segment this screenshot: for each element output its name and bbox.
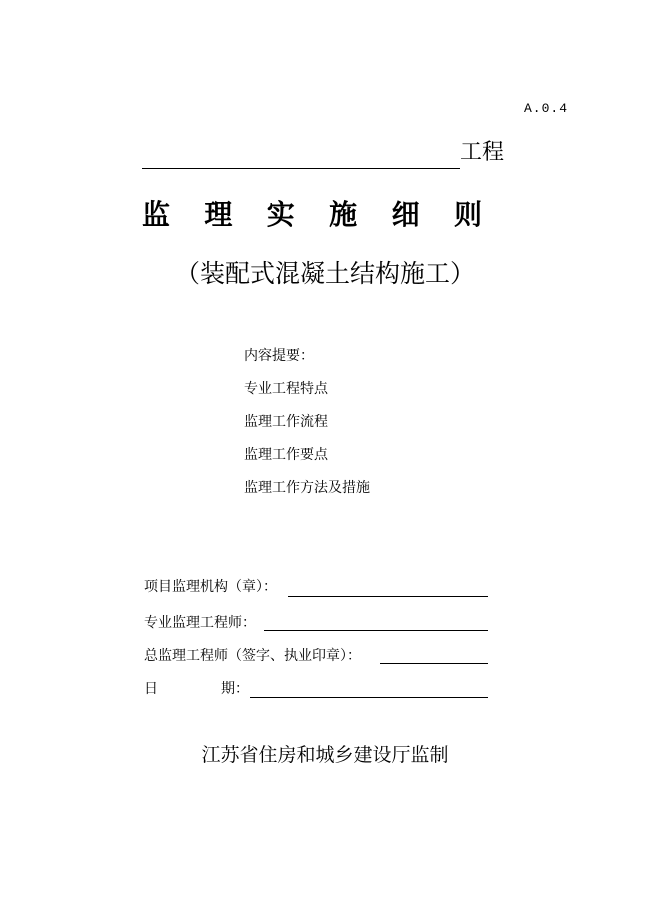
chief-label: 总监理工程师（签字、执业印章）：: [144, 648, 361, 664]
engineer-signature-line: [264, 630, 488, 631]
date-label: [144, 678, 249, 698]
org-label: 项目监理机构（章）：: [144, 579, 277, 595]
title-char: 细: [391, 198, 420, 231]
engineer-label: 专业监理工程师：: [144, 615, 256, 631]
subtitle: （装配式混凝土结构施工）: [175, 259, 476, 288]
date-line: [250, 697, 488, 698]
contents-summary: [244, 346, 370, 511]
project-name-line: [142, 168, 460, 169]
main-title: [142, 193, 482, 233]
issuer-footer: 江苏省住房和城乡建设厅监制: [201, 744, 449, 766]
contents-item: 专业工程特点: [244, 381, 328, 397]
contents-item: 监理工作流程: [244, 414, 328, 430]
contents-item: 监理工作方法及措施: [244, 480, 370, 496]
project-suffix: 工程: [460, 140, 505, 165]
form-code: A.0.4: [523, 101, 568, 116]
title-char: 监: [142, 198, 171, 231]
title-char: 施: [329, 198, 358, 231]
title-char: 实: [266, 198, 295, 231]
date-char: 期：: [221, 681, 249, 697]
contents-item: 监理工作要点: [244, 447, 328, 463]
contents-heading: 内容提要：: [244, 348, 314, 364]
org-signature-line: [288, 596, 488, 597]
chief-signature-line: [380, 663, 488, 664]
title-char: 理: [204, 198, 233, 231]
title-char: 则: [453, 198, 482, 231]
date-char: 日: [144, 681, 158, 697]
